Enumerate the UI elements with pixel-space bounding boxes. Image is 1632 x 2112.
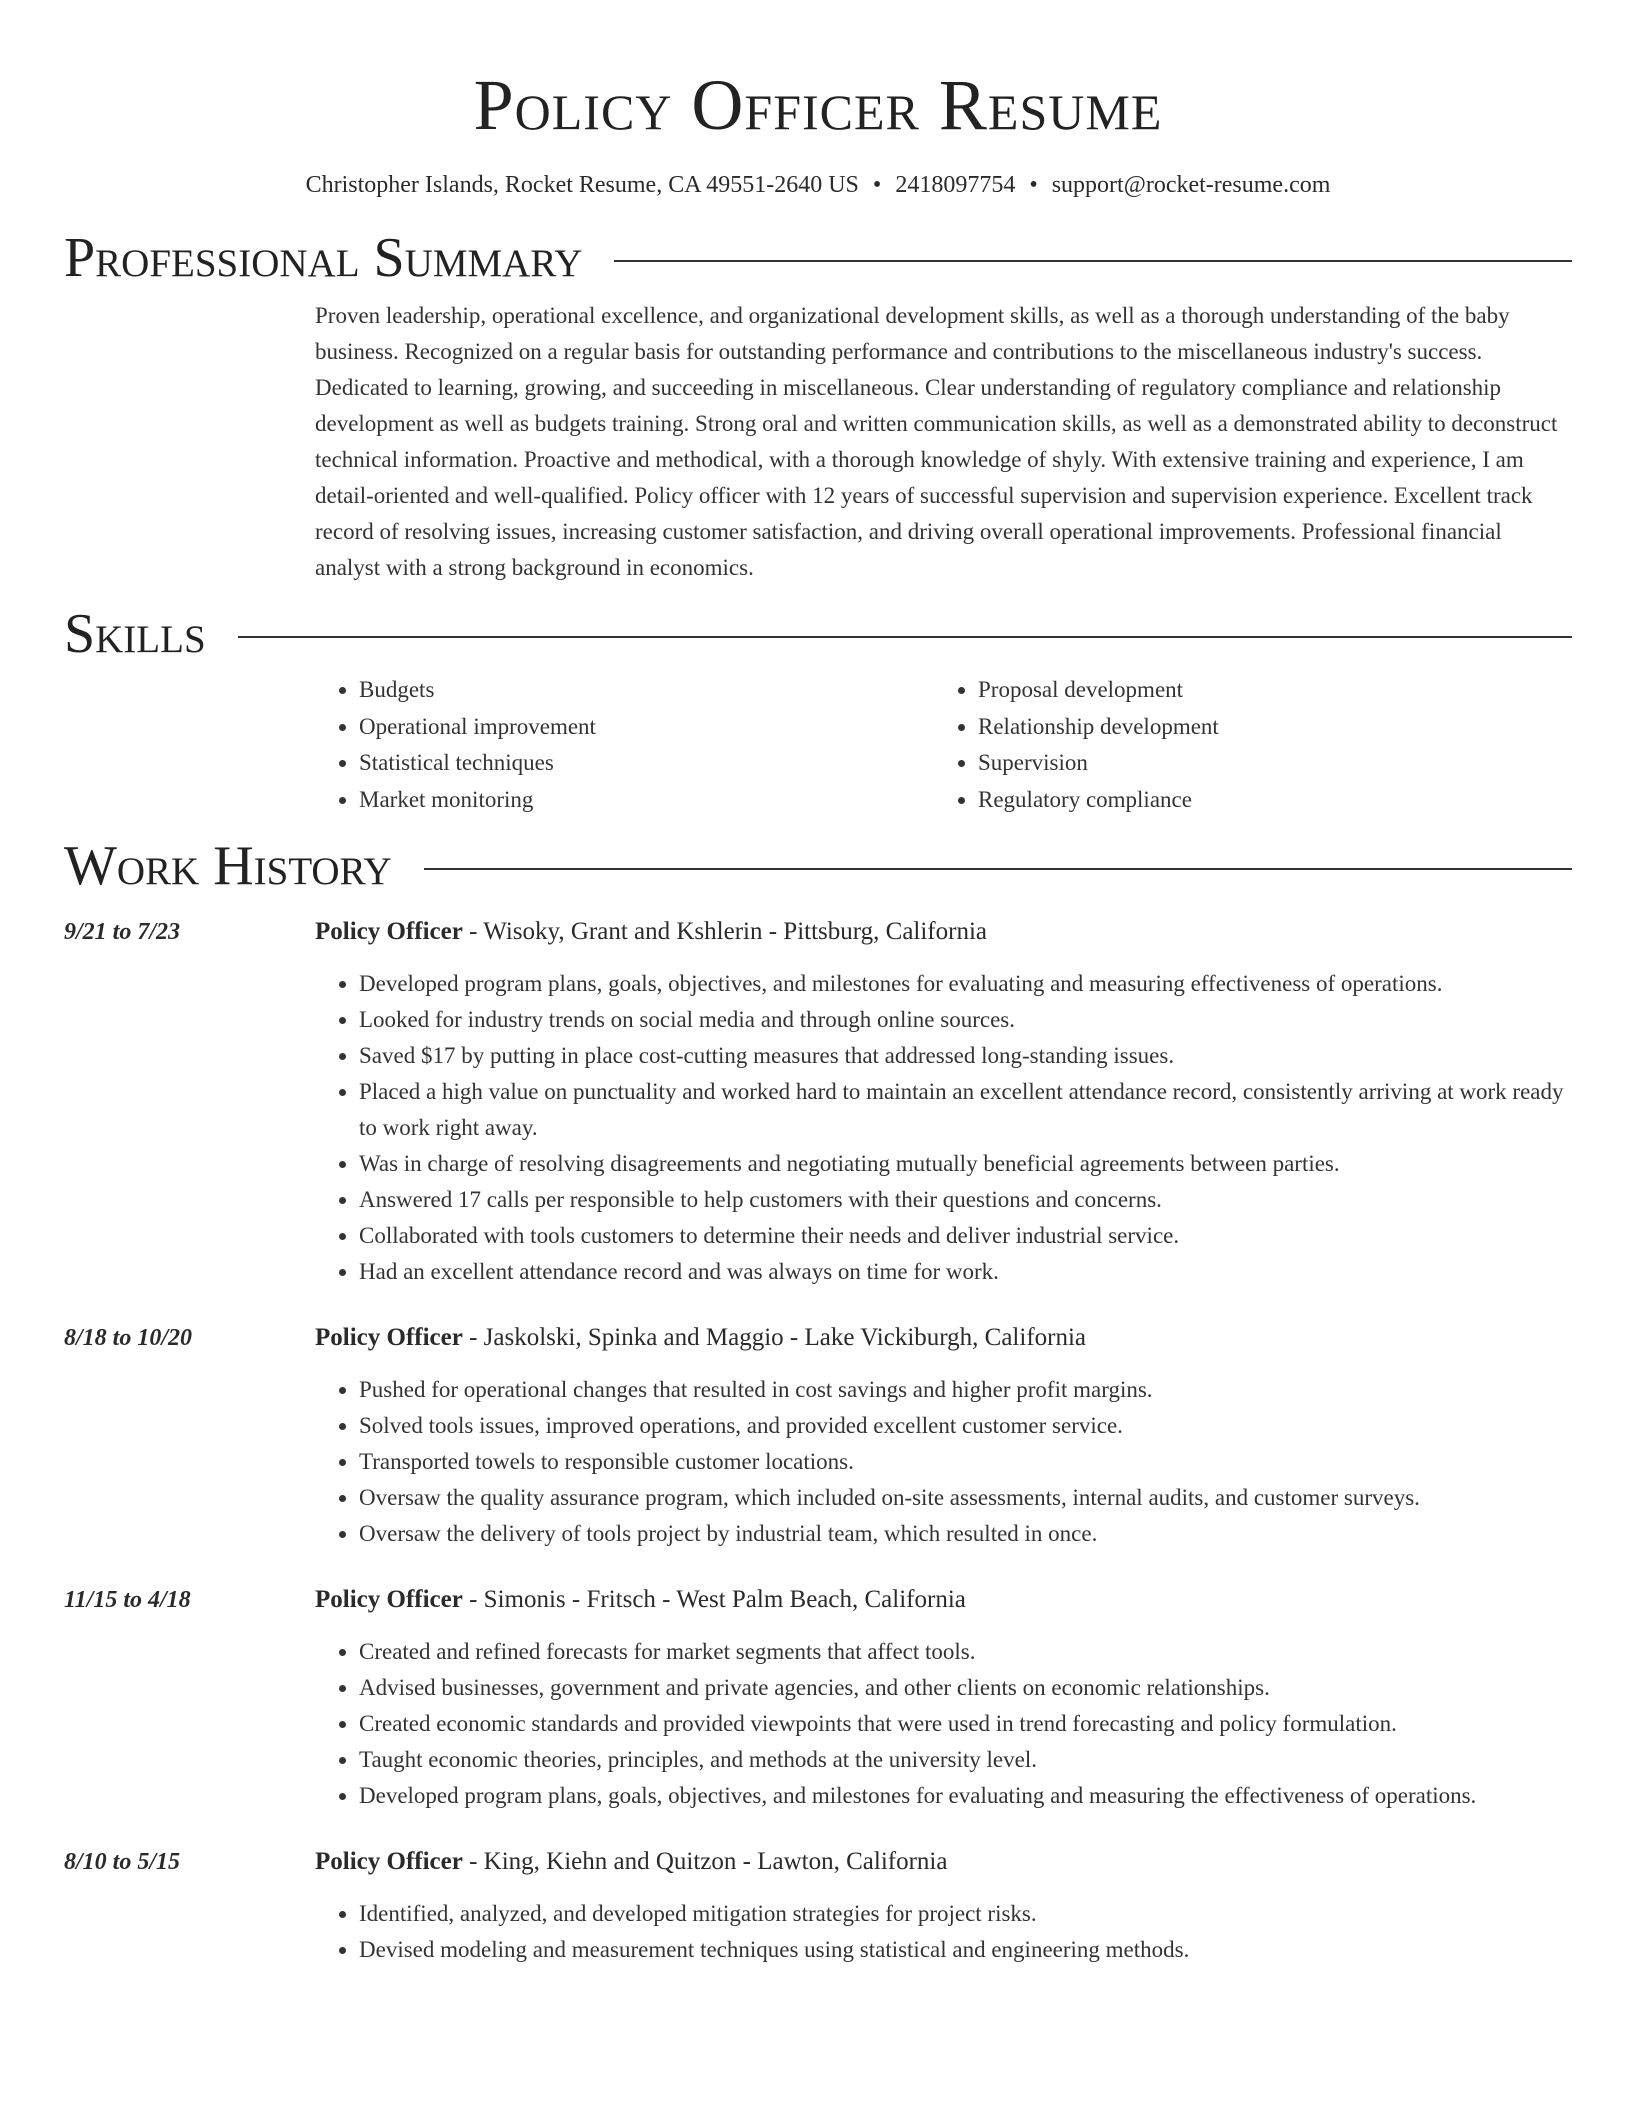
job-dates: 8/18 to 10/20 [64,1325,193,1351]
resume-page [64,0,1572,1968]
job-bullets [315,1634,1572,1814]
job-entry [64,1844,1572,1968]
skills-column-left [315,672,934,818]
skill-item: • Supervision [978,745,1553,782]
skill-item: • Operational improvement [359,709,934,746]
job-bullet: • Developed program plans, goals, objectives, and milestones for evaluating and measuring the effectiveness of operations. [359,1778,1572,1814]
job-employer: - Simonis - Fritsch - West Palm Beach, California [462,1586,966,1613]
job-entry [64,914,1572,1290]
job-bullet: • Looked for industry trends on social media and through online sources. [359,1002,1572,1038]
skills-list [315,672,1572,818]
job-role: Policy Officer [315,1848,463,1875]
job-dates: 9/21 to 7/23 [64,919,181,945]
job-bullet: • Oversaw the quality assurance program, which included on-site assessments, internal audits, and customer surveys. [359,1480,1572,1516]
job-bullet: • Had an excellent attendance record and was always on time for work. [359,1254,1572,1290]
job-bullet: • Pushed for operational changes that resulted in cost savings and higher profit margins. [359,1372,1572,1408]
job-bullet: • Saved $17 by putting in place cost-cutting measures that addressed long-standing issues. [359,1038,1572,1074]
section-divider [238,636,1572,638]
resume-title: Policy Officer Resume [473,65,1163,145]
job-bullet: • Advised businesses, government and private agencies, and other clients on economic relationships. [359,1670,1572,1706]
section-divider [424,868,1572,870]
job-bullet: • Collaborated with tools customers to determine their needs and deliver industrial service. [359,1218,1572,1254]
job-role: Policy Officer [315,918,463,945]
job-bullet: • Oversaw the delivery of tools project by industrial team, which resulted in once. [359,1516,1572,1552]
job-entry [64,1582,1572,1814]
job-heading [315,1844,1572,1880]
job-bullet: • Identified, analyzed, and developed mitigation strategies for project risks. [359,1896,1572,1932]
job-bullet: • Devised modeling and measurement techniques using statistical and engineering methods. [359,1932,1572,1968]
job-bullet: • Created and refined forecasts for market segments that affect tools. [359,1634,1572,1670]
skill-item: • Market monitoring [359,782,934,819]
job-role: Policy Officer [315,1586,463,1613]
summary-heading: Professional Summary [64,227,583,289]
skill-item: • Proposal development [978,672,1553,709]
job-bullet: • Developed program plans, goals, objectives, and milestones for evaluating and measuring effectiveness of operations. [359,966,1572,1002]
job-dates: 8/10 to 5/15 [64,1849,181,1875]
job-heading [315,1582,1572,1618]
skills-column-right [934,672,1553,818]
work-section-header [64,835,1572,897]
job-entry [64,1320,1572,1552]
summary-section-header [64,227,1572,289]
job-heading [315,914,1572,950]
job-bullets [315,1372,1572,1552]
job-dates: 11/15 to 4/18 [64,1587,191,1613]
job-bullet: • Answered 17 calls per responsible to help customers with their questions and concerns. [359,1182,1572,1218]
job-bullets [315,1896,1572,1968]
job-heading [315,1320,1572,1356]
contact-address: Christopher Islands, Rocket Resume, CA 49551-2640 US [305,172,859,198]
contact-separator: • [872,172,882,198]
job-bullet: • Taught economic theories, principles, and methods at the university level. [359,1742,1572,1778]
contact-separator: • [1029,172,1038,198]
skill-item: • Statistical techniques [359,745,934,782]
summary-text: Proven leadership, operational excellence, and organizational development skills, as well as a thorough understanding of the baby business. Recognized on a regular basis for outstanding performance and contributions to the miscellaneous industry's success. Dedicated to learning, growing, and succeeding in miscellaneous. Clear understanding of regulatory compliance and relationship development as well as budgets training. Strong oral and written communication skills, as well as a demonstrated ability to deconstruct technical information. Proactive and methodical, with a thorough knowledge of shyly. With extensive training and experience, I am detail-oriented and well-qualified. Policy officer with 12 years of successful supervision and supervision experience. Excellent track record of resolving issues, increasing customer satisfaction, and driving overall operational improvements. Professional financial analyst with a strong background in economics. [315,303,1558,580]
job-bullet: • Was in charge of resolving disagreements and negotiating mutually beneficial agreements between parties. [359,1146,1572,1182]
skill-item: • Regulatory compliance [978,782,1553,819]
job-employer: - Wisoky, Grant and Kshlerin - Pittsburg, California [462,918,988,945]
job-bullet: • Placed a high value on punctuality and worked hard to maintain an excellent attendance record, consistently arriving at work ready to work right away. [359,1074,1572,1146]
skill-item: • Relationship development [978,709,1553,746]
contact-email: support@rocket-resume.com [1051,172,1331,198]
section-divider [614,260,1572,262]
job-role: Policy Officer [315,1324,463,1351]
skills-heading: Skills [64,603,206,665]
job-bullet: • Transported towels to responsible customer locations. [359,1444,1572,1480]
contact-line [64,170,1572,200]
job-bullets [315,966,1572,1290]
work-heading: Work History [64,835,392,897]
job-bullet: • Created economic standards and provided viewpoints that were used in trend forecasting and policy formulation. [359,1706,1572,1742]
job-employer: - Jaskolski, Spinka and Maggio - Lake Vickiburgh, California [462,1324,1087,1351]
skills-section-header [64,603,1572,665]
contact-phone: 2418097754 [895,172,1016,198]
job-employer: - King, Kiehn and Quitzon - Lawton, California [462,1848,948,1875]
skill-item: • Budgets [359,672,934,709]
job-bullet: • Solved tools issues, improved operations, and provided excellent customer service. [359,1408,1572,1444]
